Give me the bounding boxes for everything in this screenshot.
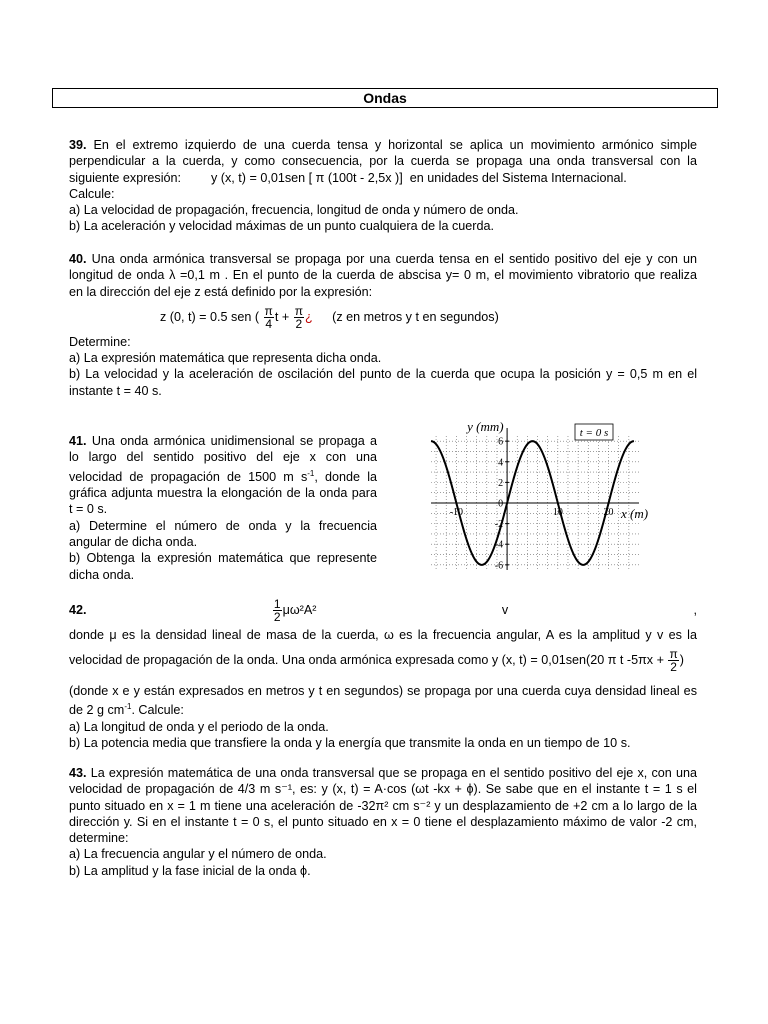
p39-part-a: a) La velocidad de propagación, frecuencia, longitud de onda y número de onda. xyxy=(69,203,519,218)
y-tick-label: 4 xyxy=(498,457,504,469)
annotation-label: t = 0 s xyxy=(579,427,609,439)
p41-part-a-1: a) Determine el número de onda y la frecuencia xyxy=(69,518,377,533)
fraction-pi-4: $\frac{\pi}{4}$ xyxy=(264,304,273,332)
wave-chart xyxy=(425,418,665,578)
p42-line2: donde μ es la densidad lineal de masa de la cuerda, ω es la frecuencia angular, A es la amplitud y v es la xyxy=(69,628,697,643)
p42-part-a: a) La longitud de onda y el periodo de la onda. xyxy=(69,719,329,734)
problem-43 xyxy=(69,765,697,879)
p43-part-a: a) La frecuencia angular y el número de onda. xyxy=(69,847,327,862)
p39-line3: siguiente expresión: y (x, t) = 0,01sen [ π (100t - 2,5x )] en unidades del Sistema Internacional. xyxy=(69,170,627,185)
p39-part-b: b) La aceleración y velocidad máximas de un punto cualquiera de la cuerda. xyxy=(69,219,494,234)
p43-line4: dirección y. Si en el instante t = 0 s, el punto situado en x = 0 tiene el desplazamiento máximo de valor -2 cm, xyxy=(69,814,697,829)
problem-41 xyxy=(69,433,377,583)
p40-part-a: a) La expresión matemática que representa dicha onda. xyxy=(69,351,382,366)
p40-line2: longitud de onda λ =0,1 m . En el punto de la cuerda de abscisa y= 0 m, el movimiento vibratorio que realiza xyxy=(69,268,697,283)
p41-part-a-2: angular de dicha onda. xyxy=(69,534,198,549)
x-tick-label: 10 xyxy=(552,507,563,518)
p41-line4: gráfica adjunta muestra la elongación de la onda para xyxy=(69,486,377,501)
x-axis-label: x (m) xyxy=(621,506,649,521)
p43-line2: velocidad de propagación de 4/3 m s⁻¹, es: y (x, t) = A·cos (ωt -kx + ϕ). Se sabe que en el instante t = 1 s el xyxy=(69,782,697,797)
y-tick-label: 6 xyxy=(498,436,504,448)
p40-equation: z (0, t) = 0.5 sen ( $\frac{\pi}{4}$ t + $\frac{\pi}{2}$ ¿ (z en metros y t en segundos) xyxy=(160,304,499,332)
p42-line5: de 2 g $cm^{-1}$. Calcule: xyxy=(69,702,184,718)
p41-line2: lo largo del sentido positivo del eje x con una xyxy=(69,450,377,465)
fraction-pi-2: $\frac{\pi}{2}$ xyxy=(294,304,303,332)
problem-42 xyxy=(69,598,697,673)
problem-40 xyxy=(69,251,697,399)
p41-line3: velocidad de propagación de 1500 m $s^{-1}$, donde la xyxy=(69,468,377,484)
y-tick-label: -4 xyxy=(494,539,504,551)
problem-42-cont xyxy=(69,683,697,751)
problem-39 xyxy=(69,137,697,235)
p42-line3: velocidad de propagación de la onda. Una onda armónica expresada como y (x, t) = 0,01sen(20 π t -5πx + $\frac{\pi}{2}$ ) xyxy=(69,646,684,674)
p41-part-b-1: b) Obtenga la expresión matemática que represente xyxy=(69,551,377,566)
y-tick-label: -6 xyxy=(494,560,504,572)
p42-line4: (donde x e y están expresados en metros y t en segundos) se propaga por una cuerda cuya densidad lineal es xyxy=(69,684,697,698)
page-title: Ondas xyxy=(52,88,718,108)
p43-line1: 43. La expresión matemática de una onda transversal que se propaga en el sentido positivo del eje x, con una xyxy=(69,766,697,780)
p43-line5: determine: xyxy=(69,831,129,846)
p39-line2: perpendicular a la cuerda, y como consecuencia, por la cuerda se propaga una onda transversal con la xyxy=(69,154,697,169)
fraction-pi-half: $\frac{\pi}{2}$ xyxy=(669,646,678,674)
fraction-one-half: $\frac{1}{2}$ xyxy=(273,597,281,625)
y-axis-label: y (mm) xyxy=(467,419,504,434)
y-tick-label: 0 xyxy=(498,498,504,510)
p41-part-b-2: dicha onda. xyxy=(69,567,135,582)
x-tick-label: -10 xyxy=(449,507,464,518)
p43-part-b: b) La amplitud y la fase inicial de la onda ϕ. xyxy=(69,863,311,878)
p39-line4: Calcule: xyxy=(69,186,115,201)
p40-line4: Determine: xyxy=(69,334,131,349)
y-tick-label: 2 xyxy=(498,477,504,489)
p42-part-b: b) La potencia media que transfiere la onda y la energía que transmite la onda en un tiempo de 10 s. xyxy=(69,736,631,751)
p40-line1: 40. Una onda armónica transversal se propaga por una cuerda tensa en el sentido positivo del eje y con un xyxy=(69,252,697,266)
p43-line3: punto situado en x = 1 m tiene una aceleración de -32π² cm s⁻² y un desplazamiento de +2 cm a lo largo de la xyxy=(69,798,697,813)
p41-line1: 41. Una onda armónica unidimensional se propaga a xyxy=(69,434,377,448)
p40-line3: en la dirección del eje z está definido por la expresión: xyxy=(69,284,373,299)
p39-line1: 39. En el extremo izquierdo de una cuerda tensa y horizontal se aplica un movimiento armónico simple xyxy=(69,138,697,152)
y-tick-label: -2 xyxy=(494,519,504,531)
p40-part-b-2: instante t = 40 s. xyxy=(69,383,162,398)
p42-line1: 42. $\frac{1}{2}$ μω²A² v , xyxy=(69,597,697,625)
x-tick-label: 20 xyxy=(603,507,614,518)
p40-part-b-1: b) La velocidad y la aceleración de oscilación del punto de la cuerda que ocupa la posición y = 0,5 m en el xyxy=(69,367,697,382)
p41-line5: t = 0 s. xyxy=(69,502,108,517)
